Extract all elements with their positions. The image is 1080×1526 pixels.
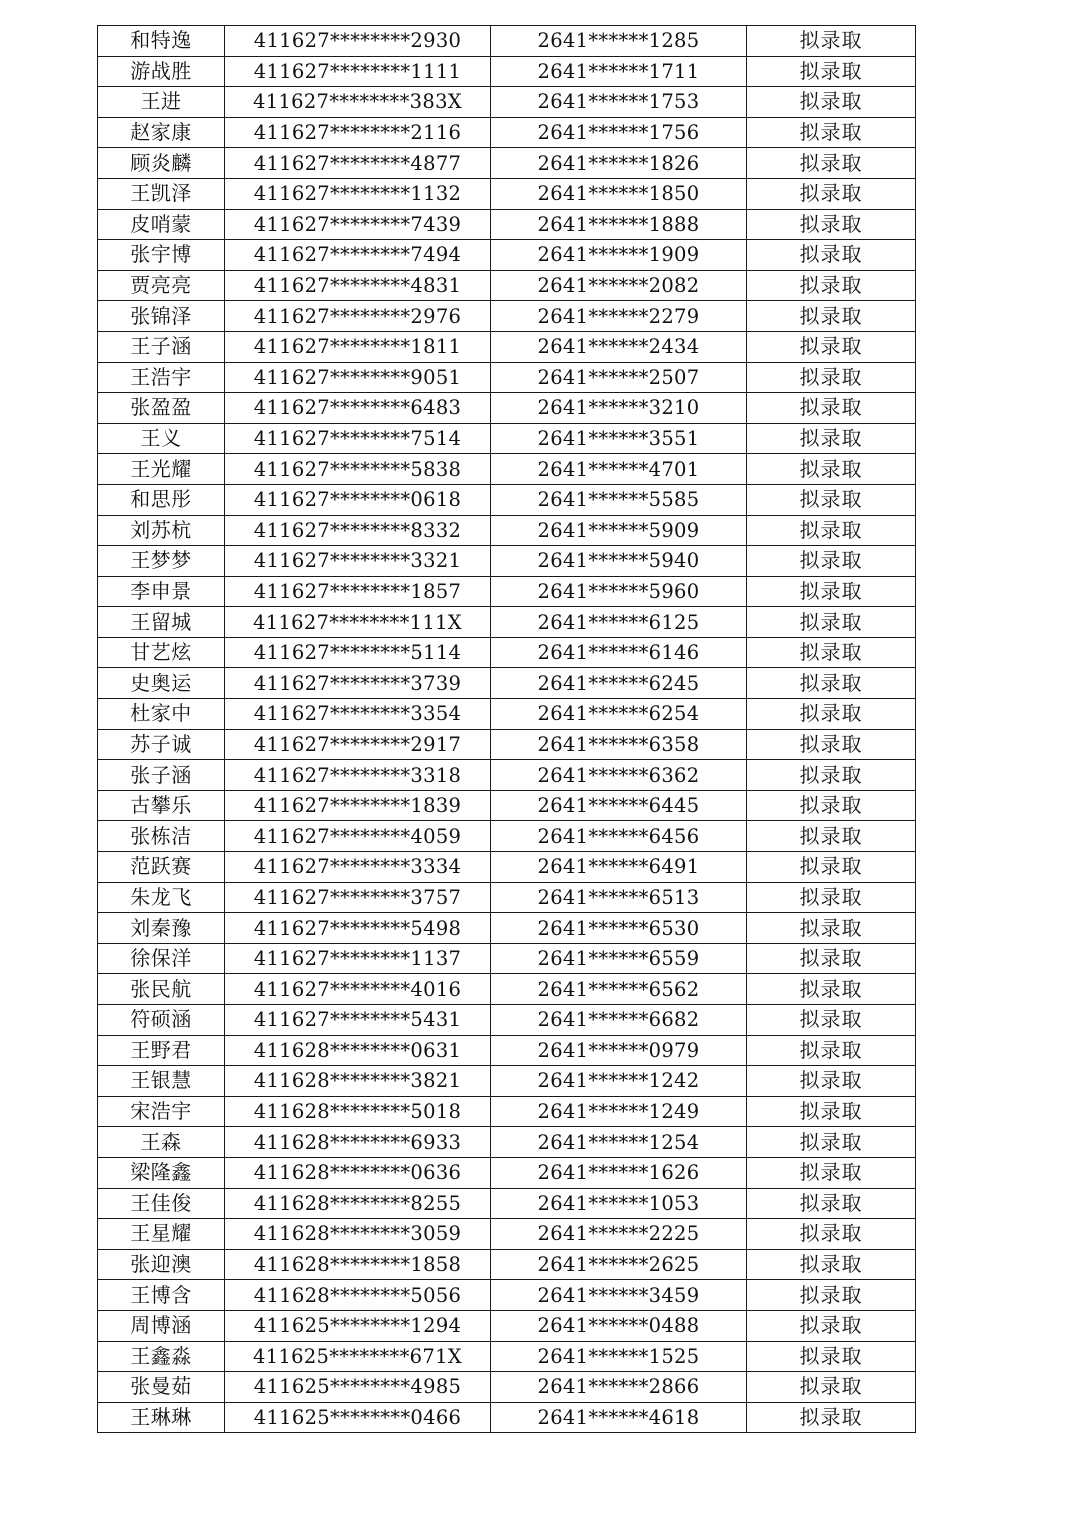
- table-row: [98, 1219, 916, 1250]
- exam-number-cell: 2641******2507: [491, 362, 747, 393]
- student-name-cell: 杜家中: [98, 699, 225, 730]
- exam-number-cell: 2641******0488: [491, 1310, 747, 1341]
- id-number-cell: 411627********4877: [225, 148, 491, 179]
- id-number-cell: 411628********0636: [225, 1157, 491, 1188]
- admission-status-cell: 拟录取: [747, 301, 916, 332]
- exam-number-cell: 2641******1850: [491, 178, 747, 209]
- admission-status-cell: 拟录取: [747, 1402, 916, 1433]
- exam-number-cell: 2641******2082: [491, 270, 747, 301]
- exam-number-cell: 2641******1254: [491, 1127, 747, 1158]
- id-number-cell: 411627********383X: [225, 87, 491, 118]
- student-name-cell: 符硕涵: [98, 1005, 225, 1036]
- table-row: [98, 1249, 916, 1280]
- exam-number-cell: 2641******6245: [491, 668, 747, 699]
- student-name-cell: 王梦梦: [98, 546, 225, 577]
- id-number-cell: 411627********0618: [225, 484, 491, 515]
- table-row: [98, 178, 916, 209]
- table-row: [98, 1341, 916, 1372]
- exam-number-cell: 2641******1525: [491, 1341, 747, 1372]
- id-number-cell: 411627********3318: [225, 760, 491, 791]
- admission-status-cell: 拟录取: [747, 1280, 916, 1311]
- student-name-cell: 王鑫淼: [98, 1341, 225, 1372]
- student-name-cell: 王星耀: [98, 1219, 225, 1250]
- id-number-cell: 411627********2976: [225, 301, 491, 332]
- admission-status-cell: 拟录取: [747, 668, 916, 699]
- id-number-cell: 411627********9051: [225, 362, 491, 393]
- id-number-cell: 411628********6933: [225, 1127, 491, 1158]
- admission-status-cell: 拟录取: [747, 1249, 916, 1280]
- id-number-cell: 411627********1111: [225, 56, 491, 87]
- id-number-cell: 411627********2930: [225, 26, 491, 57]
- id-number-cell: 411627********4016: [225, 974, 491, 1005]
- table-row: [98, 1280, 916, 1311]
- student-name-cell: 王光耀: [98, 454, 225, 485]
- id-number-cell: 411627********7439: [225, 209, 491, 240]
- table-row: [98, 699, 916, 730]
- student-name-cell: 王银慧: [98, 1066, 225, 1097]
- table-row: [98, 1066, 916, 1097]
- student-name-cell: 和特逸: [98, 26, 225, 57]
- exam-number-cell: 2641******1826: [491, 148, 747, 179]
- student-name-cell: 王佳俊: [98, 1188, 225, 1219]
- exam-number-cell: 2641******2866: [491, 1372, 747, 1403]
- student-name-cell: 王子涵: [98, 331, 225, 362]
- admission-status-cell: 拟录取: [747, 852, 916, 883]
- admission-status-cell: 拟录取: [747, 913, 916, 944]
- id-number-cell: 411627********111X: [225, 607, 491, 638]
- exam-number-cell: 2641******5909: [491, 515, 747, 546]
- id-number-cell: 411627********1132: [225, 178, 491, 209]
- admission-status-cell: 拟录取: [747, 26, 916, 57]
- exam-number-cell: 2641******6682: [491, 1005, 747, 1036]
- id-number-cell: 411625********0466: [225, 1402, 491, 1433]
- exam-number-cell: 2641******1888: [491, 209, 747, 240]
- admission-status-cell: 拟录取: [747, 1310, 916, 1341]
- admission-status-cell: 拟录取: [747, 454, 916, 485]
- admission-status-cell: 拟录取: [747, 1096, 916, 1127]
- admission-status-cell: 拟录取: [747, 882, 916, 913]
- student-name-cell: 张锦泽: [98, 301, 225, 332]
- admission-status-cell: 拟录取: [747, 607, 916, 638]
- table-row: [98, 301, 916, 332]
- student-name-cell: 王琳琳: [98, 1402, 225, 1433]
- table-row: [98, 668, 916, 699]
- id-number-cell: 411628********8255: [225, 1188, 491, 1219]
- table-row: [98, 637, 916, 668]
- table-row: [98, 240, 916, 271]
- exam-number-cell: 2641******2625: [491, 1249, 747, 1280]
- student-name-cell: 游战胜: [98, 56, 225, 87]
- table-row: [98, 26, 916, 57]
- admission-status-cell: 拟录取: [747, 1066, 916, 1097]
- table-row: [98, 87, 916, 118]
- student-name-cell: 范跃赛: [98, 852, 225, 883]
- student-name-cell: 刘秦豫: [98, 913, 225, 944]
- admission-status-cell: 拟录取: [747, 1157, 916, 1188]
- table-row: [98, 1096, 916, 1127]
- admission-status-cell: 拟录取: [747, 148, 916, 179]
- student-name-cell: 王浩宇: [98, 362, 225, 393]
- student-name-cell: 史奥运: [98, 668, 225, 699]
- admission-status-cell: 拟录取: [747, 821, 916, 852]
- table-row: [98, 1188, 916, 1219]
- id-number-cell: 411627********4831: [225, 270, 491, 301]
- admission-status-cell: 拟录取: [747, 729, 916, 760]
- table-row: [98, 882, 916, 913]
- student-name-cell: 赵家康: [98, 117, 225, 148]
- table-row: [98, 423, 916, 454]
- exam-number-cell: 2641******2225: [491, 1219, 747, 1250]
- table-row: [98, 1005, 916, 1036]
- admission-status-cell: 拟录取: [747, 270, 916, 301]
- admission-status-cell: 拟录取: [747, 790, 916, 821]
- student-name-cell: 王野君: [98, 1035, 225, 1066]
- table-row: [98, 546, 916, 577]
- id-number-cell: 411627********3321: [225, 546, 491, 577]
- exam-number-cell: 2641******6513: [491, 882, 747, 913]
- exam-number-cell: 2641******6146: [491, 637, 747, 668]
- exam-number-cell: 2641******1756: [491, 117, 747, 148]
- admission-status-cell: 拟录取: [747, 1341, 916, 1372]
- student-name-cell: 张宇博: [98, 240, 225, 271]
- id-number-cell: 411627********2116: [225, 117, 491, 148]
- exam-number-cell: 2641******1626: [491, 1157, 747, 1188]
- admission-status-cell: 拟录取: [747, 1219, 916, 1250]
- id-number-cell: 411625********671X: [225, 1341, 491, 1372]
- exam-number-cell: 2641******5960: [491, 576, 747, 607]
- table-row: [98, 1372, 916, 1403]
- admission-status-cell: 拟录取: [747, 87, 916, 118]
- table-row: [98, 852, 916, 883]
- exam-number-cell: 2641******6362: [491, 760, 747, 791]
- table-row: [98, 393, 916, 424]
- id-number-cell: 411627********8332: [225, 515, 491, 546]
- admission-status-cell: 拟录取: [747, 760, 916, 791]
- student-name-cell: 周博涵: [98, 1310, 225, 1341]
- id-number-cell: 411627********5114: [225, 637, 491, 668]
- table-row: [98, 515, 916, 546]
- admission-status-cell: 拟录取: [747, 331, 916, 362]
- exam-number-cell: 2641******6358: [491, 729, 747, 760]
- id-number-cell: 411627********5498: [225, 913, 491, 944]
- admission-status-cell: 拟录取: [747, 637, 916, 668]
- id-number-cell: 411628********5018: [225, 1096, 491, 1127]
- student-name-cell: 张民航: [98, 974, 225, 1005]
- table-row: [98, 576, 916, 607]
- admission-status-cell: 拟录取: [747, 515, 916, 546]
- exam-number-cell: 2641******3551: [491, 423, 747, 454]
- admission-status-cell: 拟录取: [747, 362, 916, 393]
- id-number-cell: 411627********5838: [225, 454, 491, 485]
- table-row: [98, 331, 916, 362]
- table-row: [98, 729, 916, 760]
- exam-number-cell: 2641******1753: [491, 87, 747, 118]
- table-row: [98, 148, 916, 179]
- student-name-cell: 张子涵: [98, 760, 225, 791]
- id-number-cell: 411628********1858: [225, 1249, 491, 1280]
- table-row: [98, 1402, 916, 1433]
- student-name-cell: 张迎澳: [98, 1249, 225, 1280]
- table-row: [98, 454, 916, 485]
- admission-status-cell: 拟录取: [747, 943, 916, 974]
- exam-number-cell: 2641******6254: [491, 699, 747, 730]
- student-name-cell: 王留城: [98, 607, 225, 638]
- id-number-cell: 411627********5431: [225, 1005, 491, 1036]
- student-name-cell: 徐保洋: [98, 943, 225, 974]
- id-number-cell: 411627********3334: [225, 852, 491, 883]
- student-name-cell: 张盈盈: [98, 393, 225, 424]
- table-row: [98, 117, 916, 148]
- admission-status-cell: 拟录取: [747, 117, 916, 148]
- admission-status-cell: 拟录取: [747, 546, 916, 577]
- exam-number-cell: 2641******5940: [491, 546, 747, 577]
- student-name-cell: 王森: [98, 1127, 225, 1158]
- student-name-cell: 贾亮亮: [98, 270, 225, 301]
- id-number-cell: 411628********0631: [225, 1035, 491, 1066]
- admission-status-cell: 拟录取: [747, 1127, 916, 1158]
- table-row: [98, 790, 916, 821]
- exam-number-cell: 2641******6491: [491, 852, 747, 883]
- exam-number-cell: 2641******6445: [491, 790, 747, 821]
- student-name-cell: 顾炎麟: [98, 148, 225, 179]
- exam-number-cell: 2641******3459: [491, 1280, 747, 1311]
- table-row: [98, 821, 916, 852]
- id-number-cell: 411627********1811: [225, 331, 491, 362]
- student-name-cell: 梁隆鑫: [98, 1157, 225, 1188]
- table-row: [98, 607, 916, 638]
- exam-number-cell: 2641******1909: [491, 240, 747, 271]
- exam-number-cell: 2641******6456: [491, 821, 747, 852]
- exam-number-cell: 2641******1242: [491, 1066, 747, 1097]
- admission-status-cell: 拟录取: [747, 178, 916, 209]
- exam-number-cell: 2641******6562: [491, 974, 747, 1005]
- id-number-cell: 411627********3757: [225, 882, 491, 913]
- exam-number-cell: 2641******4701: [491, 454, 747, 485]
- table-row: [98, 1310, 916, 1341]
- admission-status-cell: 拟录取: [747, 974, 916, 1005]
- admission-status-cell: 拟录取: [747, 240, 916, 271]
- table-row: [98, 1157, 916, 1188]
- exam-number-cell: 2641******5585: [491, 484, 747, 515]
- exam-number-cell: 2641******2434: [491, 331, 747, 362]
- admission-status-cell: 拟录取: [747, 484, 916, 515]
- student-name-cell: 宋浩宇: [98, 1096, 225, 1127]
- student-name-cell: 李申景: [98, 576, 225, 607]
- student-name-cell: 皮哨蒙: [98, 209, 225, 240]
- table-row: [98, 760, 916, 791]
- id-number-cell: 411628********3059: [225, 1219, 491, 1250]
- table-row: [98, 56, 916, 87]
- student-name-cell: 苏子诚: [98, 729, 225, 760]
- exam-number-cell: 2641******3210: [491, 393, 747, 424]
- student-name-cell: 王进: [98, 87, 225, 118]
- id-number-cell: 411627********4059: [225, 821, 491, 852]
- exam-number-cell: 2641******1285: [491, 26, 747, 57]
- id-number-cell: 411628********3821: [225, 1066, 491, 1097]
- student-name-cell: 王义: [98, 423, 225, 454]
- id-number-cell: 411627********7514: [225, 423, 491, 454]
- table-row: [98, 270, 916, 301]
- id-number-cell: 411627********3739: [225, 668, 491, 699]
- exam-number-cell: 2641******0979: [491, 1035, 747, 1066]
- id-number-cell: 411627********7494: [225, 240, 491, 271]
- id-number-cell: 411627********2917: [225, 729, 491, 760]
- admission-status-cell: 拟录取: [747, 1188, 916, 1219]
- student-name-cell: 和思彤: [98, 484, 225, 515]
- student-name-cell: 刘苏杭: [98, 515, 225, 546]
- id-number-cell: 411627********1857: [225, 576, 491, 607]
- student-name-cell: 张栋洁: [98, 821, 225, 852]
- table-row: [98, 1127, 916, 1158]
- admission-roster-table: [97, 25, 916, 1433]
- admission-status-cell: 拟录取: [747, 56, 916, 87]
- student-name-cell: 古攀乐: [98, 790, 225, 821]
- roster-body: [98, 26, 916, 1433]
- admission-status-cell: 拟录取: [747, 393, 916, 424]
- id-number-cell: 411627********3354: [225, 699, 491, 730]
- admission-status-cell: 拟录取: [747, 1372, 916, 1403]
- exam-number-cell: 2641******6530: [491, 913, 747, 944]
- exam-number-cell: 2641******6559: [491, 943, 747, 974]
- exam-number-cell: 2641******4618: [491, 1402, 747, 1433]
- table-row: [98, 1035, 916, 1066]
- student-name-cell: 甘艺炫: [98, 637, 225, 668]
- admission-status-cell: 拟录取: [747, 423, 916, 454]
- exam-number-cell: 2641******6125: [491, 607, 747, 638]
- admission-status-cell: 拟录取: [747, 576, 916, 607]
- id-number-cell: 411627********6483: [225, 393, 491, 424]
- student-name-cell: 王博含: [98, 1280, 225, 1311]
- exam-number-cell: 2641******1249: [491, 1096, 747, 1127]
- table-row: [98, 484, 916, 515]
- id-number-cell: 411627********1839: [225, 790, 491, 821]
- table-row: [98, 362, 916, 393]
- exam-number-cell: 2641******2279: [491, 301, 747, 332]
- table-row: [98, 974, 916, 1005]
- table-row: [98, 209, 916, 240]
- admission-status-cell: 拟录取: [747, 699, 916, 730]
- id-number-cell: 411625********1294: [225, 1310, 491, 1341]
- exam-number-cell: 2641******1711: [491, 56, 747, 87]
- table-row: [98, 943, 916, 974]
- table-row: [98, 913, 916, 944]
- exam-number-cell: 2641******1053: [491, 1188, 747, 1219]
- id-number-cell: 411628********5056: [225, 1280, 491, 1311]
- student-name-cell: 张曼茹: [98, 1372, 225, 1403]
- student-name-cell: 朱龙飞: [98, 882, 225, 913]
- admission-status-cell: 拟录取: [747, 1035, 916, 1066]
- admission-status-cell: 拟录取: [747, 1005, 916, 1036]
- id-number-cell: 411627********1137: [225, 943, 491, 974]
- student-name-cell: 王凯泽: [98, 178, 225, 209]
- id-number-cell: 411625********4985: [225, 1372, 491, 1403]
- admission-status-cell: 拟录取: [747, 209, 916, 240]
